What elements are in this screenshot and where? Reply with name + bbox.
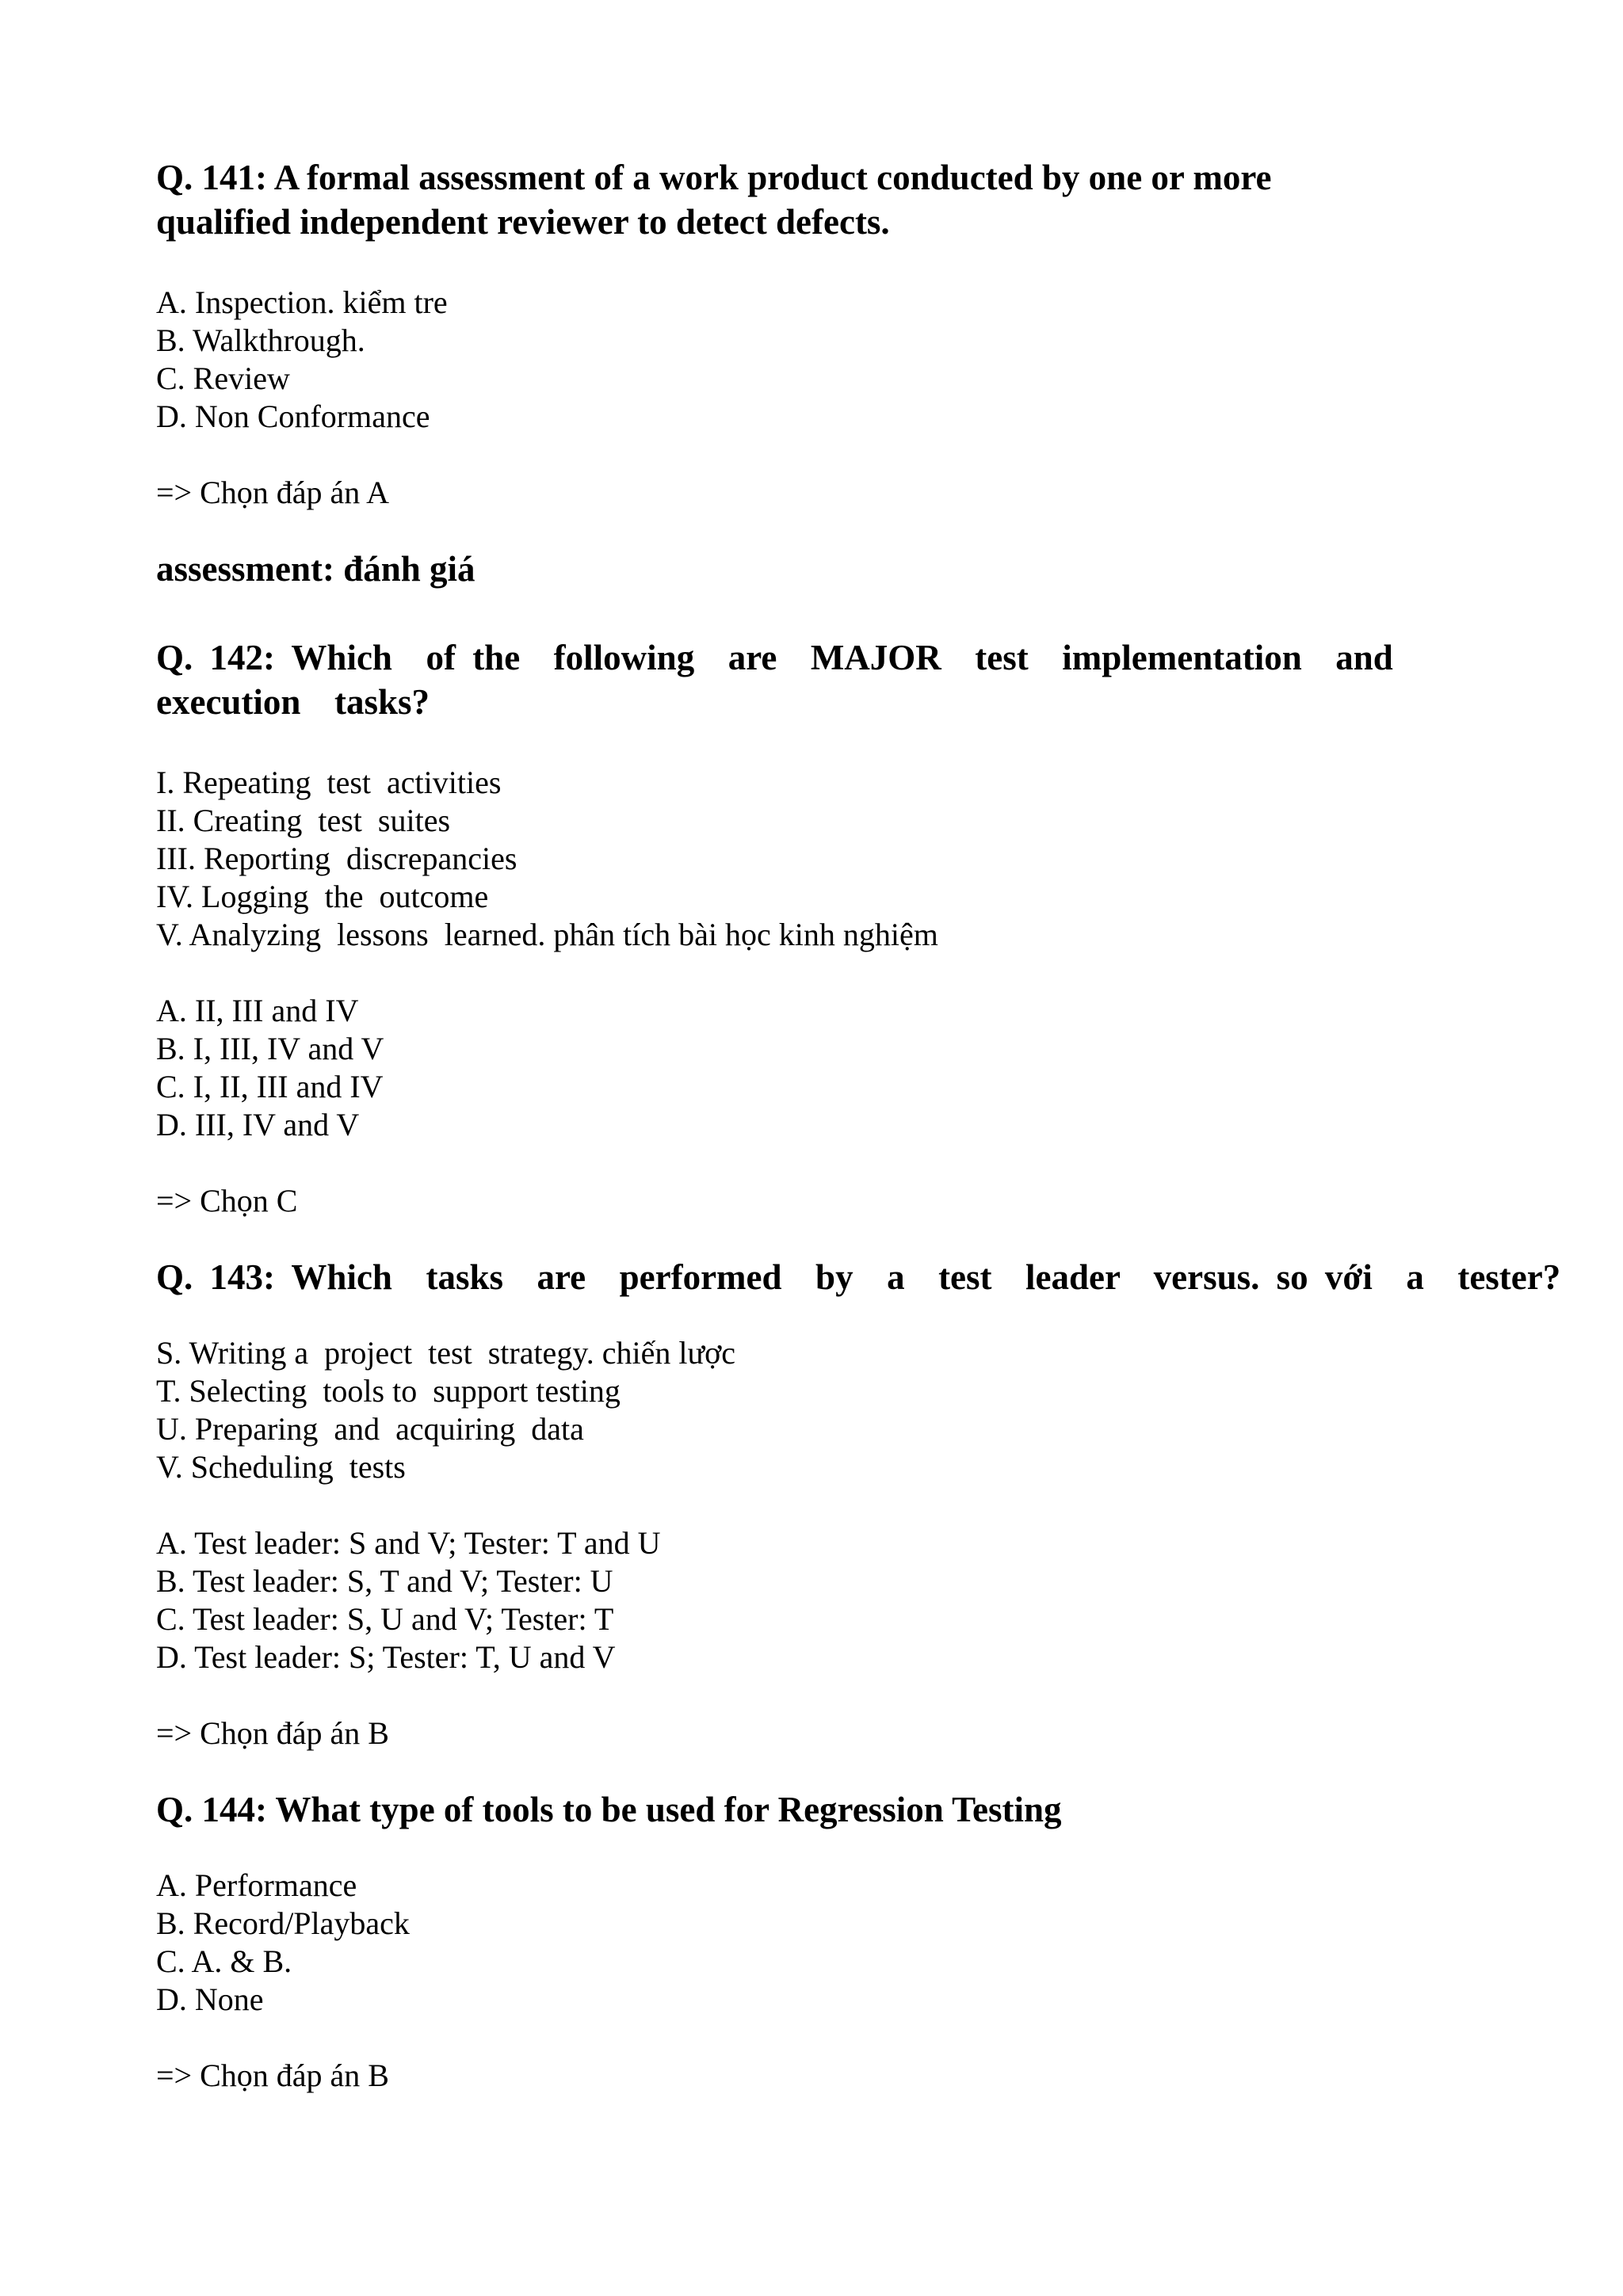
option-a: A. Test leader: S and V; Tester: T and U — [156, 1525, 661, 1561]
question-143-options — [156, 1524, 1472, 1676]
question-144-options — [156, 1867, 1472, 2019]
option-d: D. Non Conformance — [156, 399, 430, 434]
option-c: C. Review — [156, 360, 290, 396]
question-141-title-line-2: qualified independent reviewer to detect defects. — [156, 202, 890, 242]
question-142 — [156, 635, 1472, 1255]
question-141-title-line-1: Q. 141: A formal assessment of a work product conducted by one or more — [156, 158, 1272, 197]
question-142-title — [156, 635, 1472, 724]
option-d: D. III, IV and V — [156, 1107, 360, 1142]
statement-iii: III. Reporting discrepancies — [156, 841, 517, 876]
question-142-title-line-2: execution tasks? — [156, 682, 430, 722]
question-141-title — [156, 155, 1472, 244]
question-144-title — [156, 1787, 1472, 1832]
question-144 — [156, 1787, 1472, 2095]
option-c: C. I, II, III and IV — [156, 1069, 384, 1104]
question-142-options — [156, 992, 1472, 1144]
statement-ii: II. Creating test suites — [156, 803, 451, 838]
question-143 — [156, 1255, 1561, 1787]
option-a: A. Performance — [156, 1867, 357, 1903]
option-b: B. Test leader: S, T and V; Tester: U — [156, 1563, 613, 1599]
document-page — [156, 155, 1561, 2095]
statement-v: V. Analyzing lessons learned. phân tích bài học kinh nghiệm — [156, 917, 938, 952]
question-143-title-line-1: Q. 143: Which tasks are performed by a test leader versus. so với a tester? — [156, 1257, 1561, 1297]
statement-iv: IV. Logging the outcome — [156, 879, 489, 914]
option-d: D. None — [156, 1981, 264, 2017]
option-b: B. I, III, IV and V — [156, 1031, 384, 1066]
question-143-answer: => Chọn đáp án B — [156, 1715, 389, 1751]
statement-t: T. Selecting tools to support testing — [156, 1373, 621, 1409]
option-c: C. A. & B. — [156, 1943, 292, 1979]
question-144-title-line-1: Q. 144: What type of tools to be used for Regression Testing — [156, 1790, 1062, 1829]
option-b: B. Walkthrough. — [156, 322, 365, 358]
option-a: A. Inspection. kiểm tre — [156, 284, 448, 320]
statement-i: I. Repeating test activities — [156, 765, 502, 800]
statement-s: S. Writing a project test strategy. chiến lược — [156, 1335, 736, 1371]
question-143-title — [156, 1255, 1561, 1299]
option-b: B. Record/Playback — [156, 1905, 410, 1941]
statement-v: V. Scheduling tests — [156, 1449, 406, 1485]
question-143-statements — [156, 1334, 1472, 1486]
question-141 — [156, 155, 1472, 635]
question-142-statements — [156, 764, 1472, 954]
option-d: D. Test leader: S; Tester: T, U and V — [156, 1639, 616, 1675]
option-c: C. Test leader: S, U and V; Tester: T — [156, 1601, 614, 1637]
question-142-answer: => Chọn C — [156, 1183, 298, 1219]
question-141-answer: => Chọn đáp án A — [156, 475, 389, 510]
option-a: A. II, III and IV — [156, 993, 359, 1028]
question-141-vocab-note: assessment: đánh giá — [156, 549, 475, 589]
question-144-answer: => Chọn đáp án B — [156, 2058, 389, 2093]
question-142-title-line-1: Q. 142: Which of the following are MAJOR test implementation and — [156, 638, 1393, 677]
question-141-options — [156, 284, 1472, 436]
statement-u: U. Preparing and acquiring data — [156, 1411, 584, 1447]
